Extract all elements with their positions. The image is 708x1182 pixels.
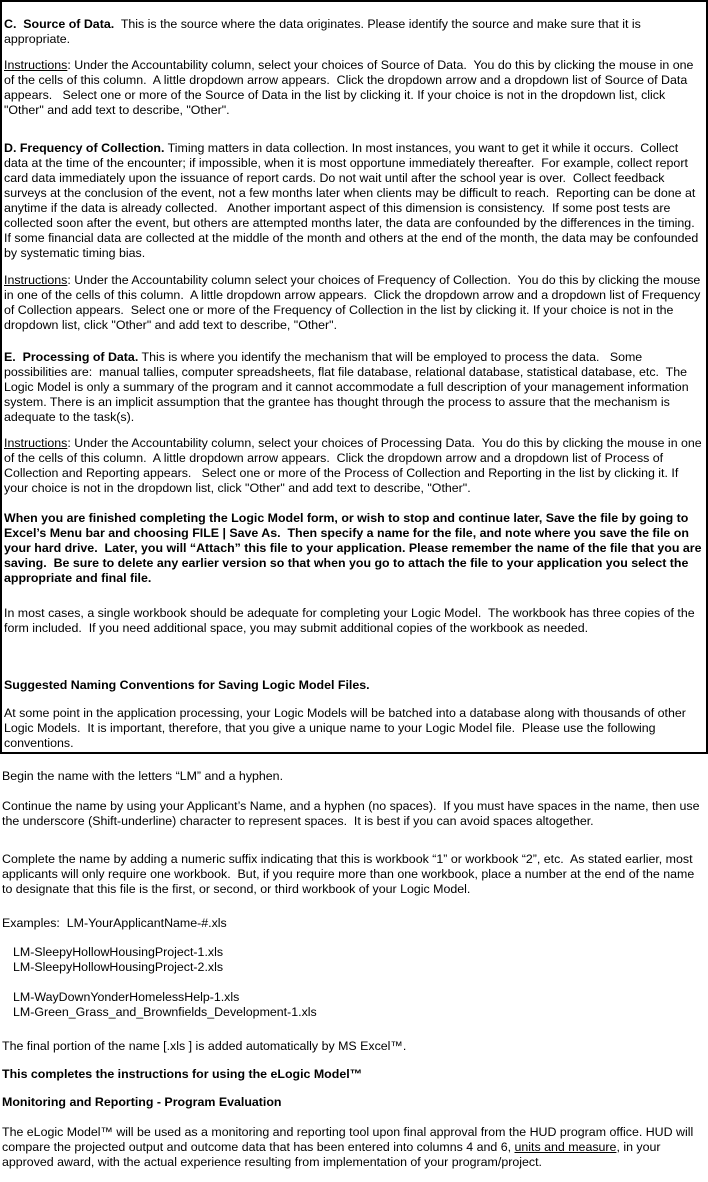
- example-filename: LM-Green_Grass_and_Brownfields_Development-1.xls: [13, 1005, 317, 1019]
- section-e-instructions-body: : Under the Accountability column, select your choices of Processing Data. You do this by clicking the mouse in one of the cells of this column. A little dropdown arrow appears. Click the dropdown arrow and a dropdown list of Process of Collection and Reporting appears. Select one or more of the Process of Collection and Reporting in the list by clicking it. If your choice is not in the dropdown list, click "Other" and add text to describe, "Other".: [4, 436, 706, 495]
- section-d-instructions: [4, 273, 704, 333]
- rule-begin-paragraph: [2, 769, 706, 784]
- example-group-2: [2, 990, 706, 1020]
- example-group-1: [2, 945, 706, 975]
- monitoring-paragraph: [2, 1125, 706, 1170]
- naming-intro-text: At some point in the application processing, your Logic Models will be batched into a database along with thousands of other Logic Models. It is important, therefore, that you give a unique name to your Logic Model file. Please use the following conventions.: [4, 706, 690, 750]
- monitoring-heading: [2, 1095, 706, 1110]
- example-filename: LM-WayDownYonderHomelessHelp-1.xls: [13, 990, 240, 1004]
- monitoring-heading-text: Monitoring and Reporting - Program Evaluation: [2, 1095, 282, 1109]
- section-d-body: Timing matters in data collection. In most instances, you want to get it while it occurs. Collect data at the time of the encounter; if impossible, when it is most opportune immediately thereafter. For example, collect report card data immediately upon the issuance of report cards. Do not wait until after the school year is over. Collect feedback surveys at the conclusion of the event, not a few months later when clients may be difficult to reach. Reporting can be done at anytime if the data is already collected. Another important aspect of this dimension is consistency. If some post tests are collected soon after the event, but others are attempted months later, the data are confounded by the differences in the timing. If some financial data are collected at the middle of the month and others at the end of the month, the data may be confounded by systematic timing bias.: [4, 141, 702, 260]
- instructions-label: Instructions: [4, 58, 68, 72]
- rule-continue-paragraph: [2, 799, 706, 829]
- rule-begin-text: Begin the name with the letters “LM” and a hyphen.: [2, 769, 284, 783]
- rule-complete-text: Complete the name by adding a numeric suffix indicating that this is workbook “1” or workbook “2”, etc. As stated earlier, most applicants will only require one workbook. But, if you require more than one workbook, place a number at the end of the name to designate that this file is the first, or second, or third workbook of your Logic Model.: [2, 852, 698, 896]
- naming-conventions-heading: [4, 678, 704, 693]
- naming-rules-section: [0, 754, 708, 1170]
- section-c-heading: C. Source of Data.: [4, 17, 115, 31]
- section-e-paragraph: [4, 350, 704, 425]
- section-e-instructions: [4, 436, 704, 496]
- monitoring-body-before: The eLogic Model™ will be used as a monitoring and reporting tool upon final approval from the HUD program office. HUD will compare the projected output and outcome data that has been entered into columns 4 and 6,: [2, 1125, 697, 1154]
- section-e-body: This is where you identify the mechanism that will be employed to process the data. Some possibilities are: manual tallies, computer spreadsheets, flat file database, relational database, statistical database, etc. The Logic Model is only a summary of the program and it cannot accommodate a full description of your management information system. There is an implicit assumption that the grantee has thought through the process to assure that the mechanism is adequate to the task(s).: [4, 350, 693, 424]
- monitoring-body-after: , in your approved award, with the actual experience resulting from implementation of your program/project.: [2, 1140, 664, 1169]
- workbook-note-paragraph: [4, 606, 704, 636]
- naming-conventions-heading-text: Suggested Naming Conventions for Saving Logic Model Files.: [4, 678, 370, 692]
- section-c-body: This is the source where the data originates. Please identify the source and make sure that it is appropriate.: [4, 17, 645, 46]
- monitoring-body-underlined: units and measure: [514, 1140, 617, 1154]
- save-file-text: When you are finished completing the Logic Model form, or wish to stop and continue later, Save the file by going to Excel’s Menu bar and choosing FILE | Save As. Then specify a name for the file, and note where you save the file on your hard drive. Later, you will “Attach” this file to your application. Please remember the name of the file that you are saving. Be sure to delete any earlier version so that when you go to attach the file to your application you select the appropriate and final file.: [4, 511, 705, 585]
- examples-label-text: Examples: LM-YourApplicantName-#.xls: [2, 916, 227, 930]
- instructions-label: Instructions: [4, 273, 68, 287]
- extension-note-text: The final portion of the name [.xls ] is added automatically by MS Excel™.: [2, 1039, 407, 1053]
- section-d-instructions-body: : Under the Accountability column select your choices of Frequency of Collection. You do this by clicking the mouse in one of the cells of this column. A little dropdown arrow appears. Click the dropdown arrow and a dropdown list of Frequency of Collection appears. Select one or more of the Frequency of Collection in the list by clicking it. If your choice is not in the dropdown list, click "Other" and add text to describe, "Other".: [4, 273, 704, 332]
- example-filename: LM-SleepyHollowHousingProject-1.xls: [13, 945, 224, 959]
- section-c-instructions-body: : Under the Accountability column, select your choices of Source of Data. You do this by clicking the mouse in one of the cells of this column. A little dropdown arrow appears. Click the dropdown arrow and a dropdown list of Source of Data appears. Select one or more of the Source of Data in the list by clicking it. If your choice is not in the dropdown list, click "Other" and add text to describe, "Other".: [4, 58, 697, 117]
- rule-complete-paragraph: [2, 852, 706, 897]
- rule-continue-text: Continue the name by using your Applicant’s Name, and a hyphen (no spaces). If you must have spaces in the name, then use the underscore (Shift-underline) character to represent spaces. It is best if you can avoid spaces altogether.: [2, 799, 703, 828]
- closing-line-text: This completes the instructions for using the eLogic Model™: [2, 1067, 363, 1081]
- example-filename: LM-SleepyHollowHousingProject-2.xls: [13, 960, 224, 974]
- section-c-paragraph: [4, 17, 704, 47]
- examples-label: [2, 916, 706, 931]
- section-e-heading: E. Processing of Data.: [4, 350, 139, 364]
- closing-line-paragraph: [2, 1067, 706, 1082]
- section-c-instructions: [4, 58, 704, 118]
- extension-note-paragraph: [2, 1039, 706, 1054]
- section-d-heading: D. Frequency of Collection.: [4, 141, 165, 155]
- save-file-paragraph: [4, 511, 704, 586]
- section-d-paragraph: [4, 141, 704, 261]
- workbook-note-text: In most cases, a single workbook should be adequate for completing your Logic Model. The workbook has three copies of the form included. If you need additional space, you may submit additional copies of the workbook as needed.: [4, 606, 699, 635]
- naming-intro-paragraph: [4, 706, 704, 751]
- instructions-label: Instructions: [4, 436, 68, 450]
